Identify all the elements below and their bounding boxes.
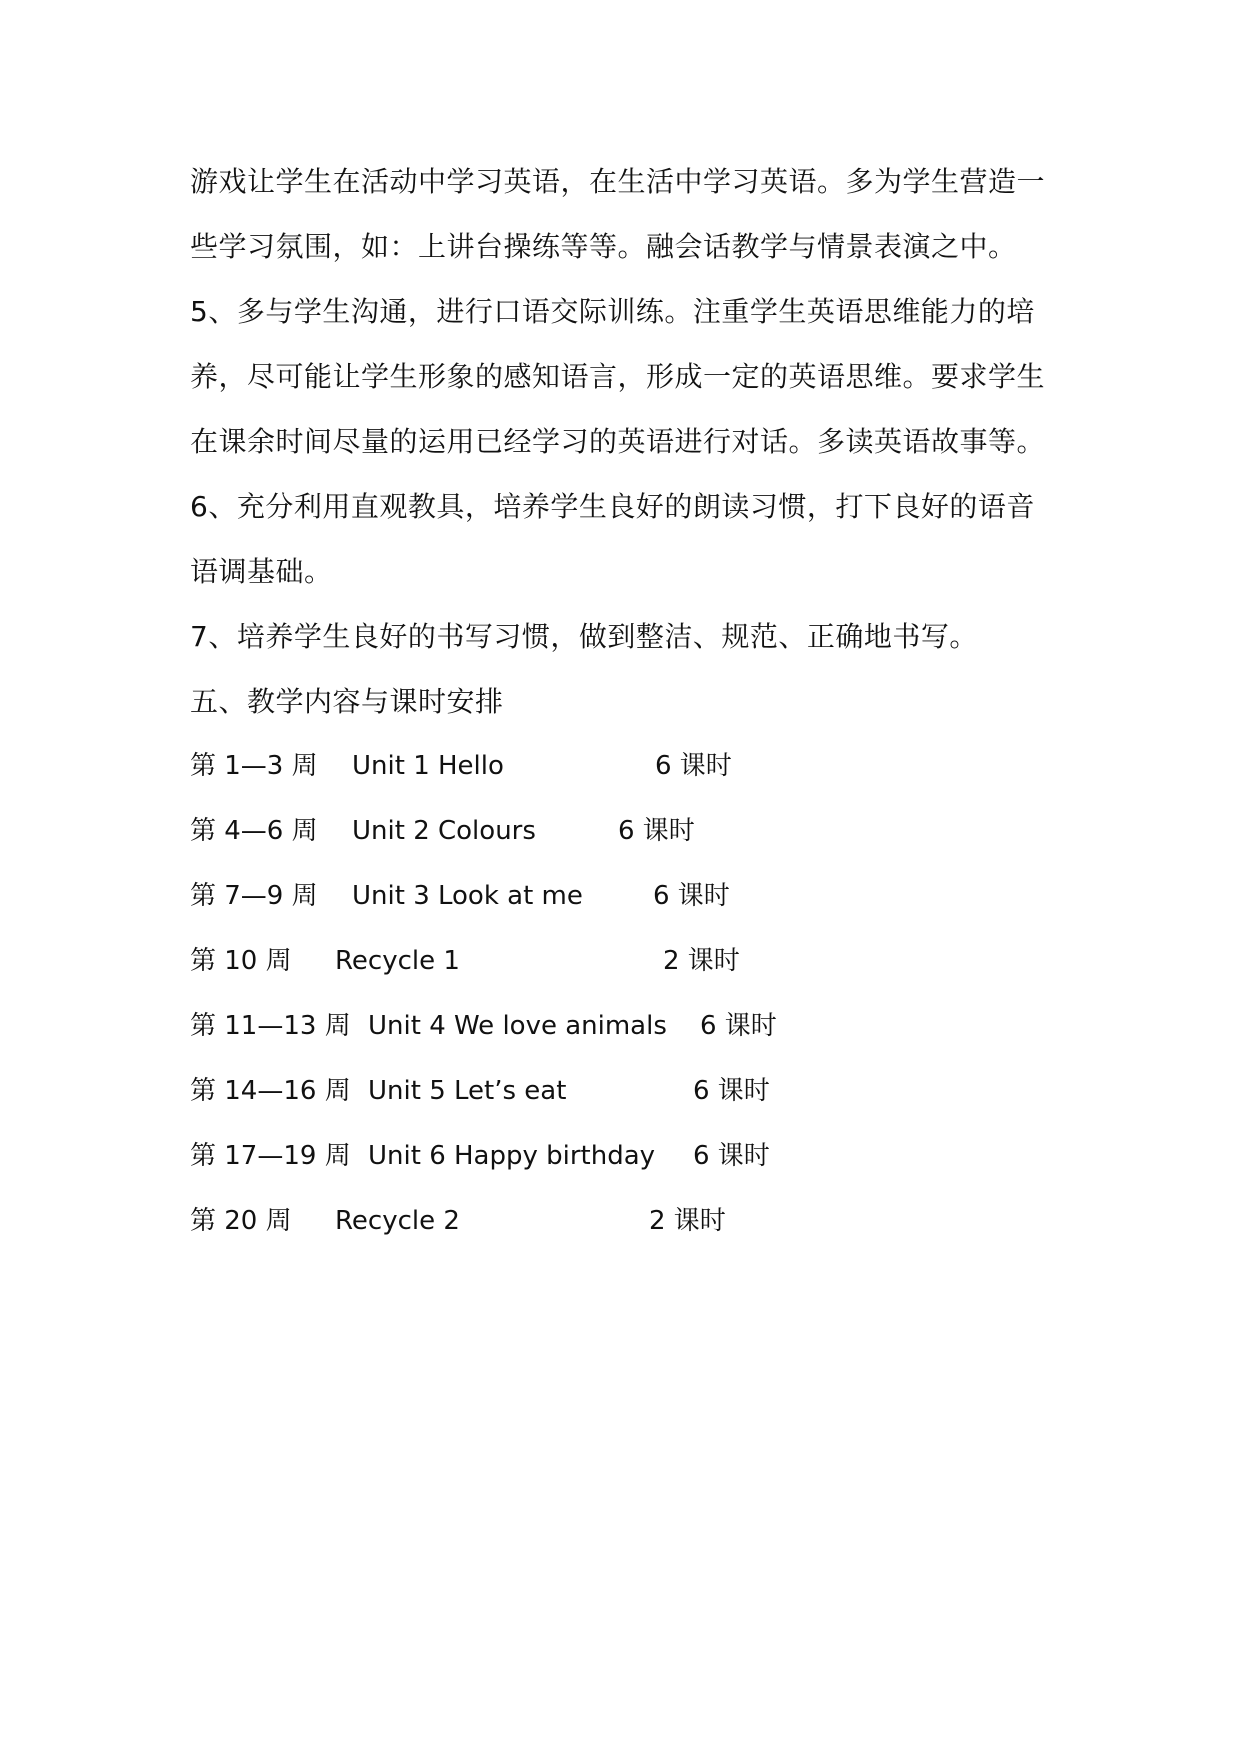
- schedule-row: [190, 811, 890, 851]
- paragraph-line: 7、培养学生良好的书写习惯，做到整洁、规范、正确地书写。: [190, 620, 978, 653]
- schedule-week: 第 4—6 周: [190, 816, 318, 846]
- schedule-row: [190, 1201, 890, 1241]
- schedule-hours: 6 课时: [700, 1011, 777, 1041]
- schedule-row: [190, 1006, 890, 1046]
- schedule-week: 第 7—9 周: [190, 881, 318, 911]
- schedule-week: 第 11—13 周: [190, 1011, 351, 1041]
- paragraph-line: 5、多与学生沟通，进行口语交际训练。注重学生英语思维能力的培: [190, 295, 1035, 328]
- schedule-unit: Recycle 1: [335, 946, 460, 976]
- schedule-row: [190, 1071, 890, 1111]
- schedule-row: [190, 746, 890, 786]
- schedule-hours: 6 课时: [693, 1076, 770, 1106]
- schedule-week: 第 14—16 周: [190, 1076, 351, 1106]
- schedule-row: [190, 1136, 890, 1176]
- paragraph-line: 语调基础。: [190, 555, 333, 588]
- schedule-unit: Unit 1 Hello: [352, 751, 504, 781]
- paragraph-line: 些学习氛围，如：上讲台操练等等。融会话教学与情景表演之中。: [190, 230, 1017, 263]
- schedule-row: [190, 876, 890, 916]
- schedule-hours: 2 课时: [663, 946, 740, 976]
- schedule-row: [190, 941, 890, 981]
- schedule-hours: 6 课时: [618, 816, 695, 846]
- schedule-week: 第 1—3 周: [190, 751, 318, 781]
- schedule-unit: Unit 3 Look at me: [352, 881, 583, 911]
- schedule-unit: Recycle 2: [335, 1206, 460, 1236]
- schedule-unit: Unit 5 Let’s eat: [368, 1076, 567, 1106]
- paragraph-line: 游戏让学生在活动中学习英语，在生活中学习英语。多为学生营造一: [190, 165, 1046, 198]
- schedule-hours: 2 课时: [649, 1206, 726, 1236]
- schedule-hours: 6 课时: [693, 1141, 770, 1171]
- schedule-hours: 6 课时: [655, 751, 732, 781]
- paragraph-line: 6、充分利用直观教具，培养学生良好的朗读习惯，打下良好的语音: [190, 490, 1035, 523]
- schedule-unit: Unit 2 Colours: [352, 816, 536, 846]
- paragraph-line: 在课余时间尽量的运用已经学习的英语进行对话。多读英语故事等。: [190, 425, 1046, 458]
- schedule-week: 第 10 周: [190, 946, 292, 976]
- schedule-unit: Unit 4 We love animals: [368, 1011, 667, 1041]
- section-heading: 五、教学内容与课时安排: [190, 685, 504, 718]
- schedule-hours: 6 课时: [653, 881, 730, 911]
- paragraph-line: 养，尽可能让学生形象的感知语言，形成一定的英语思维。要求学生: [190, 360, 1046, 393]
- schedule-week: 第 20 周: [190, 1206, 292, 1236]
- schedule-unit: Unit 6 Happy birthday: [368, 1141, 656, 1171]
- schedule-week: 第 17—19 周: [190, 1141, 351, 1171]
